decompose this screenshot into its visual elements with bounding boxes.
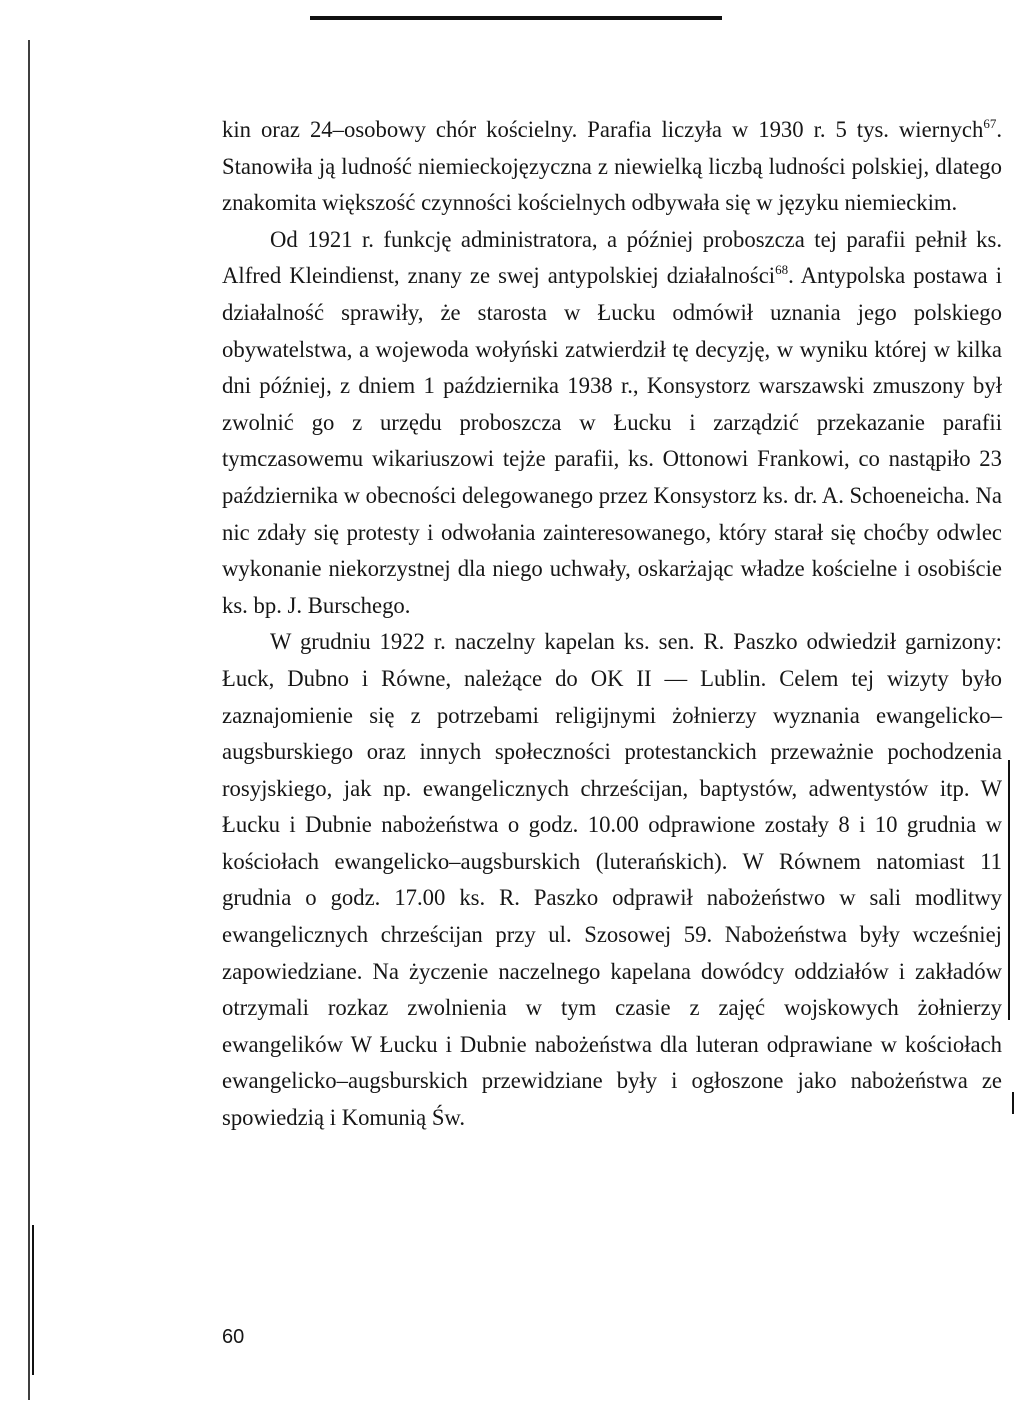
paragraph-3-text: W grudniu 1922 r. naczelny kapelan ks. sen. R. Paszko odwiedził garnizony: Łuck, Dubno i Równe, należące do OK II — Lublin. Celem tej wizyty było zaznajomienie się z potrzebami religijnymi żołnierzy wyznania ewangelicko–augsburskiego oraz innych społeczności protestanckich przeważnie pochodzenia rosyjskiego, jak np. ewangelicznych chrześcijan, baptystów, adwentystów itp. W Łucku i Dubnie nabożeństwa o godz. 10.00 odprawione zostały 8 i 10 grudnia w kościołach ewangelicko–augsburskich (luterańskich). W Równem natomiast 11 grudnia o godz. 17.00 ks. R. Paszko odprawił nabożeństwo w sali modlitwy ewangelicznych chrześcijan przy ul. Szosowej 59. Nabożeństwa były wcześniej zapowiedziane. Na życzenie naczelnego kapelana dowódcy oddziałów i zakładów otrzymali rozkaz zwolnienia w tym czasie z zajęć wojskowych żołnierzy ewangelików W Łucku i Dubnie nabożeństwa dla luteran odprawiane w kościołach ewangelicko–augsburskich przewidziane były i ogłoszone jako nabożeństwa ze spowiedzią i Komunią Św.	[222, 629, 1002, 1131]
page-number: 60	[222, 1326, 245, 1348]
paragraph-2-text-after: . Antypolska postawa i działalność sprawiły, że starosta w Łucku odmówił uznania jego polskiego obywatelstwa, a wojewoda wołyński zatwierdził tę decyzję, w wyniku której w kilka dni później, z dniem 1 października 1938 r., Konsystorz warszawski zmuszony był zwolnić go z urzędu proboszcza w Łucku i zarządzić przekazanie parafii tymczasowemu wikariuszowi tejże parafii, ks. Ottonowi Frankowi, co nastąpiło 23 października w obecności delegowanego przez Konsystorz ks. dr. A. Schoeneicha. Na nic zdały się protesty i odwołania zainteresowanego, który starał się choćby odwlec wykonanie niekorzystnej dla niego uchwały, oskarżając władze kościelne i osobiście ks. bp. J. Burschego.	[222, 263, 1002, 618]
scan-artifact-right-tick	[1012, 1092, 1014, 1114]
scan-artifact-top-bar	[310, 16, 722, 20]
scan-artifact-left-edge	[28, 40, 30, 1400]
paragraph-2-text: Od 1921 r. funkcję administratora, a później proboszcza tej parafii pełnił ks. Alfred Kleindienst, znany ze swej antypolskiej działalności	[222, 226, 1002, 289]
paragraph-1-text: kin oraz 24–osobowy chór kościelny. Parafia liczyła w 1930 r. 5 tys. wiernych	[222, 117, 984, 142]
footnote-ref-67[interactable]: 67	[983, 116, 997, 131]
paragraph-1	[222, 112, 1002, 222]
paragraph-3	[222, 624, 1002, 1136]
scan-artifact-left-mark	[32, 1225, 34, 1375]
paragraph-1-text-after: . Stanowiła ją ludność niemieckojęzyczna z niewielką liczbą ludności polskiej, dlatego znakomita większość czynności kościelnych odbywała się w języku niemieckim.	[222, 117, 1002, 216]
footnote-ref-68[interactable]: 68	[775, 262, 789, 278]
scan-artifact-right-edge	[1008, 760, 1010, 1020]
paragraph-2	[222, 222, 1002, 625]
page-body	[222, 112, 1002, 1137]
